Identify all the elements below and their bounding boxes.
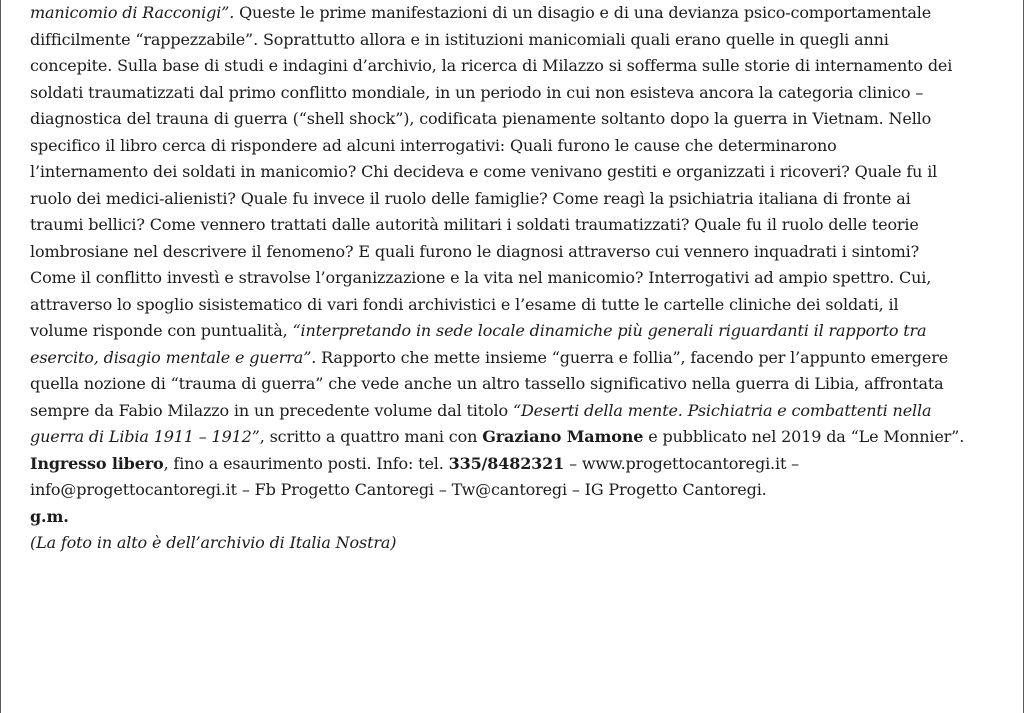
event-info-paragraph bbox=[30, 451, 1005, 504]
text-run: info@progettocantoregi.it – Fb Progetto Cantoregi – Tw@cantoregi – IG Progetto Cantoregi. bbox=[30, 480, 767, 499]
text-run: lombrosiane nel descrivere il fenomeno? E quali furono le diagnosi attraverso cui vennero inquadrati i sintomi? bbox=[30, 241, 920, 261]
italic-text: manicomio di Racconigi”. bbox=[30, 3, 235, 22]
bold-text: Graziano Mamone bbox=[482, 427, 644, 446]
paragraph-line bbox=[30, 265, 1005, 292]
info-line bbox=[30, 451, 1005, 478]
text-run: traumi bellici? Come vennero trattati dalle autorità militari i soldati traumatizzati? Quale fu il ruolo delle teorie bbox=[30, 215, 919, 234]
text-run: ruolo dei medici-alienisti? Quale fu invece il ruolo delle famiglie? Come reagì la psichiatria italiana di fronte ai bbox=[30, 188, 911, 208]
paragraph-line bbox=[30, 424, 1005, 451]
photo-caption bbox=[30, 530, 1005, 557]
info-line bbox=[30, 477, 1005, 504]
text-run: soldati traumatizzati dal primo conflitto mondiale, in un periodo in cui non esisteva ancora la categoria clinico – bbox=[30, 82, 924, 102]
text-run: , scritto a quattro mani con bbox=[259, 427, 483, 446]
paragraph-line bbox=[30, 212, 1005, 239]
text-run: l’internamento dei soldati in manicomio? Chi decideva e come venivano gestiti e organizzati i ricoveri? Quale fu il bbox=[30, 162, 938, 181]
text-run: volume risponde con puntualità, bbox=[30, 321, 293, 340]
italic-text: guerra di Libia 1911 – 1912” bbox=[30, 427, 260, 446]
article-body bbox=[30, 0, 1005, 557]
article-main-paragraph bbox=[30, 0, 1005, 451]
italic-text: esercito, disagio mentale e guerra” bbox=[30, 347, 312, 367]
paragraph-line bbox=[30, 159, 1005, 186]
paragraph-line bbox=[30, 106, 1005, 133]
paragraph-line bbox=[30, 345, 1005, 372]
text-run: diagnostica del trauna di guerra (“shell shock”), codificata pienamente soltanto dopo la guerra in Vietnam. Nello bbox=[30, 109, 932, 128]
italic-text: “Deserti della mente. Psichiatria e combattenti nella bbox=[512, 400, 932, 420]
paragraph-line bbox=[30, 0, 1005, 27]
author-signature bbox=[30, 504, 1005, 531]
paragraph-line bbox=[30, 292, 1005, 319]
paragraph-line bbox=[30, 133, 1005, 160]
photo-caption-text: (La foto in alto è dell’archivio di Italia Nostra) bbox=[30, 533, 397, 552]
paragraph-line bbox=[30, 398, 1005, 425]
text-run: . Rapporto che mette insieme “guerra e follia”, facendo per l’appunto emergere bbox=[311, 347, 949, 367]
paragraph-line bbox=[30, 371, 1005, 398]
text-run: sempre da Fabio Milazzo in un precedente volume dal titolo bbox=[30, 400, 513, 420]
text-run: concepite. Sulla base di studi e indagini d’archivio, la ricerca di Milazzo si sofferma sulle storie di internamento dei bbox=[30, 56, 953, 75]
signature-text: g.m. bbox=[30, 506, 69, 526]
text-run: attraverso lo spoglio sisistematico di vari fondi archivistici e l’esame di tutte le cartelle cliniche dei soldati, il bbox=[30, 294, 899, 314]
text-run: – www.progettocantoregi.it – bbox=[564, 453, 800, 473]
text-run: specifico il libro cerca di rispondere ad alcuni interrogativi: Quali furono le cause che determinarono bbox=[30, 135, 837, 155]
paragraph-line bbox=[30, 27, 1005, 54]
text-run: Queste le prime manifestazioni di un disagio e di una devianza psico-comportamentale bbox=[234, 3, 932, 22]
text-run: Come il conflitto investì e stravolse l’organizzazione e la vita nel manicomio? Interrogativi ad ampio spettro. Cui, bbox=[30, 268, 932, 287]
paragraph-line bbox=[30, 80, 1005, 107]
text-run: quella nozione di “trauma di guerra” che vede anche un altro tassello significativo nella guerra di Libia, affrontata bbox=[30, 374, 944, 393]
text-run: e pubblicato nel 2019 da “Le Monnier”. bbox=[643, 427, 965, 446]
paragraph-line bbox=[30, 53, 1005, 80]
paragraph-line bbox=[30, 239, 1005, 266]
paragraph-line bbox=[30, 318, 1005, 345]
paragraph-line bbox=[30, 186, 1005, 213]
italic-text: “interpretando in sede locale dinamiche più generali riguardanti il rapporto tra bbox=[292, 321, 927, 340]
text-run: difficilmente “rappezzabile”. Soprattutto allora e in istituzioni manicomiali quali erano quelle in quegli anni bbox=[30, 29, 889, 49]
bold-text: Ingresso libero bbox=[30, 453, 164, 473]
text-run: , fino a esaurimento posti. Info: tel. bbox=[163, 453, 449, 473]
bold-text: 335/8482321 bbox=[448, 453, 565, 473]
